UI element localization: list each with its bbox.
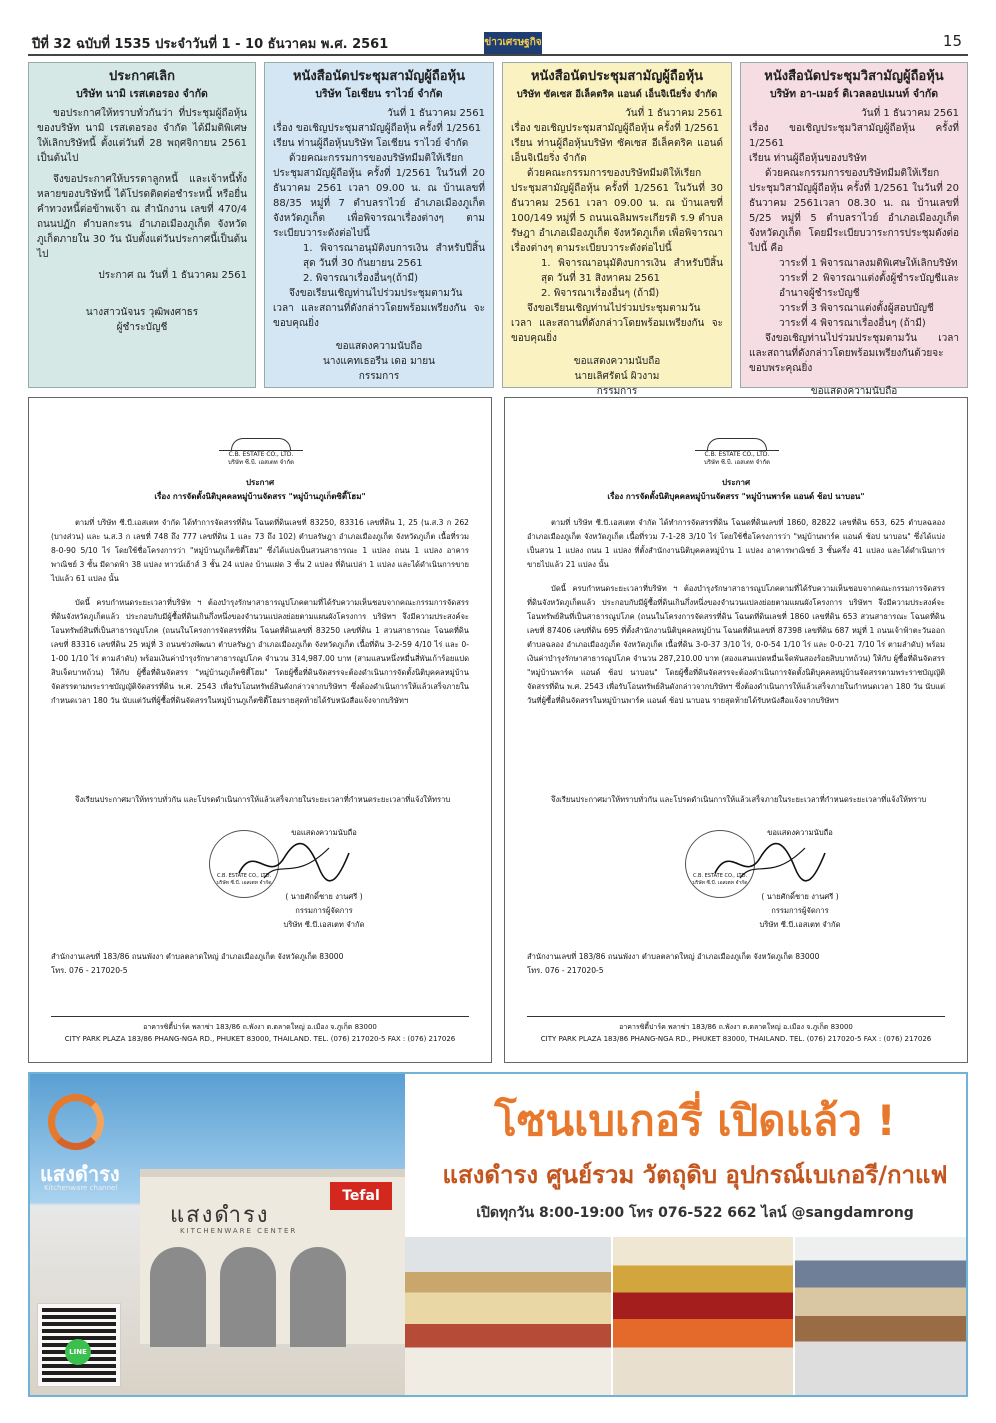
notice-title: หนังสือนัดประชุมวิสามัญผู้ถือหุ้น (764, 69, 944, 84)
company-logo (219, 438, 303, 470)
logo-company-th: บริษัท ซี.บี. เอสเตท จำกัด (704, 459, 770, 466)
notice-paragraph: เรียน ท่านผู้ถือหุ้นบริษัท ซัคเซส อีเล็คตริค แอนด์ เอ็นจิเนียริ่ง จำกัด (511, 138, 723, 164)
brand-tagline: Kitchenware channel (44, 1184, 118, 1192)
shelf-photo (405, 1237, 611, 1395)
notice-paragraph: เรื่อง ขอเชิญประชุมสามัญผู้ถือหุ้น ครั้งที่ 1/2561 (511, 123, 720, 134)
shelf-photo (795, 1237, 966, 1395)
letter-signature (249, 826, 399, 932)
masthead-logo: ข่าวเศรษฐกิจ (484, 32, 542, 54)
letter-address (51, 950, 469, 978)
footer-th: อาคารซิตี้ปาร์ค พลาซ่า 183/86 ถ.พังงา ต.ตลาดใหญ่ อ.เมือง จ.ภูเก็ต 83000 (143, 1023, 377, 1031)
building-arch (220, 1247, 276, 1347)
notice-date: วันที่ 1 ธันวาคม 2561 (861, 108, 959, 119)
notice-paragraph: 2. พิจารณาเรื่องอื่นๆ (ถ้ามี) (541, 288, 660, 299)
letter-paragraph: ตามที่ บริษัท ซี.บี.เอสเตท จำกัด ได้ทำการจัดสรรที่ดิน โฉนดที่ดินเลขที่ 1860, 82822 เลขที่ดิน 653, 625 ตำบลฉลอง อำเภอเมืองภูเก็ต จังหวัดภูเก็ต เนื้อที่รวม 7-1-28 3/10 ไร่ โดยใช้ชื่อโครงการว่า "หมู่บ้านพาร์ค แอนด์ ช้อป นาบอน" ซึ่งได้แบ่งเป็นสวน 1 แปลง ถนน 1 แปลง ที่ตั้งสำนักงานนิติบุคคลหมู่บ้าน 1 แปลง อาคารพาณิชย์ 3 ชั้นครึ่ง 41 แปลง และได้ดำเนินการขายไปแล้ว 21 แปลง นั้น (527, 518, 945, 569)
letter-footer (51, 1016, 469, 1045)
notice-body (749, 121, 959, 376)
phone-line: โทร. 076 - 217020-5 (51, 966, 128, 975)
brand-logo-icon (48, 1094, 104, 1150)
building-arch (150, 1247, 206, 1347)
letter-paragraph: บัดนี้ ครบกำหนดระยะเวลาที่บริษัท ฯ ต้องบำรุงรักษาสาธารณูปโภคตามที่ได้รับความเห็นชอบจากคณะกรรมการจัดสรรที่ดินจังหวัดภูเก็ตแล้ว ประกอบกับมีผู้ซื้อที่ดินเกินกึ่งหนึ่งของจำนวนแปลงย่อยตามแผนผังโครงการ บริษัทฯ จึงมีความประสงค์จะโอนทรัพย์สินที่เป็นสาธารณูปโภค (ถนนในโครงการจัดสรรที่ดิน โฉนดที่ดินเลขที่ 1860 เลขที่ดิน 653 สวนสาธารณะ โฉนดที่ดินเลขที่ 87406 เลขที่ดิน 695 ที่ตั้งสำนักงานนิติบุคคลหมู่บ้าน โฉนดที่ดินเลขที่ 87398 เลขที่ดิน 687 หมู่ที่ 1 ถนนเจ้าฟ้าตะวันออก ตำบลฉลอง อำเภอเมืองภูเก็ต จังหวัดภูเก็ต เนื้อที่ดิน 3-0-37 3/10 ไร่, 0-0-54 1/10 ไร่ และ 0-0-21 7/10 ไร่ ตามลำดับ) พร้อมเงินค่าบำรุงรักษาสาธารณูปโภค จำนวน 287,210.00 บาท (สองแสนแปดหมื่นเจ็ดพันสองร้อยสิบบาทถ้วน) ให้กับ ผู้ซื้อที่ดินจัดสรร "หมู่บ้านพาร์ค แอนด์ ช้อป นาบอน" โดยผู้ซื้อที่ดินจัดสรรจะต้องดำเนินการจัดตั้งนิติบุคคลหมู่บ้านจัดสรรตามพระราชบัญญัติจัดสรรที่ดิน พ.ศ. 2543 เพื่อรับโอนทรัพย์สินดังกล่าวจากบริษัทฯ ซึ่งต้องดำเนินการให้แล้วเสร็จภายในกำหนดเวลา 180 วัน นับแต่วันที่ผู้ซื้อที่ดินจัดสรรในหมู่บ้านพาร์ค แอนด์ ช้อป นาบอน รายสุดท้ายได้รับหนังสือแจ้งจากบริษัทฯ (527, 584, 945, 705)
notice-signature (511, 354, 723, 399)
signer-title: กรรมการผู้จัดการ (295, 906, 353, 915)
notice-paragraph: 1. พิจารณาอนุมัติงบการเงิน สำหรับปีสิ้นสุด วันที่ 30 กันยายน 2561 (303, 243, 485, 269)
letter-paragraph: ตามที่ บริษัท ซี.บี.เอสเตท จำกัด ได้ทำการจัดสรรที่ดิน โฉนดที่ดินเลขที่ 83250, 83316 เลขที่ดิน 1, 25 (น.ส.3 ก 262 (บางส่วน) และ น.ส.3 ก เลขที่ 748 ถึง 777 เลขที่ดิน 1 และ 73 ถึง 102) ตำบลรัษฎา อำเภอเมืองภูเก็ต จังหวัดภูเก็ต เนื้อที่รวม 8-0-90 5/10 ไร่ โดยใช้ชื่อโครงการว่า "หมู่บ้านภูเก็ตซิตี้โฮม" ซึ่งได้แบ่งเป็นสวนสาธารณะ 1 แปลง ถนน 1 แปลง อาคารพาณิชย์ 3 ชั้น มีดาดฟ้า 38 แปลง ทาวน์เฮ้าส์ 3 ชั้น 24 แปลง บ้านแฝด 3 ชั้น 2 แปลง ที่ดินเปล่า 1 แปลง และได้ดำเนินการขายไปแล้ว 61 แปลง นั้น (51, 518, 469, 583)
ad-headline: โซนเบเกอรี่ เปิดแล้ว ! (494, 1096, 896, 1145)
notice-paragraph: จึงขอเชิญท่านไปร่วมประชุมตามวัน เวลา และสถานที่ดังกล่าวโดยพร้อมเพรียงกันด้วยจะขอบพระคุณยิ่ง (749, 333, 959, 374)
stamp-text-th: บริษัท ซี.บี. เอสเตท จำกัด (216, 880, 272, 886)
notice-title: ประกาศเลิก (109, 69, 175, 84)
signer-name: นางแคทเธอรีน เดอ มายน (323, 356, 435, 367)
signer-company: บริษัท ซี.บี.เอสเตท จำกัด (283, 920, 365, 929)
signer-closing: ขอแสดงความนับถือ (573, 356, 661, 367)
notice-paragraph: เรื่อง ขอเชิญประชุมวิสามัญผู้ถือหุ้น ครั้งที่ 1/2561 (749, 123, 959, 149)
stamp-text-th: บริษัท ซี.บี. เอสเตท จำกัด (692, 880, 748, 886)
letter-heading (51, 476, 469, 504)
letter-body (51, 516, 469, 718)
bakery-advertisement (28, 1072, 968, 1397)
letter-title: ประกาศ (245, 478, 275, 487)
signer-name: ( นายศักดิ์ชาย งานศรี ) (761, 892, 839, 901)
store-photo (30, 1074, 405, 1395)
notice-company: บริษัท นามิ เรสเตอรอง จำกัด (76, 88, 208, 100)
phone-line: โทร. 076 - 217020-5 (527, 966, 604, 975)
notice-paragraph: ด้วยคณะกรรมการของบริษัทมีมติให้เรียกประชุมวิสามัญผู้ถือหุ้น ครั้งที่ 1/2561 ในวันที่ 20 ธันวาคม 2561เวลา 08.30 น. ณ บ้านเลขที่ 5/25 หมู่ที่ 5 ตำบลราไวย์ อำเภอเมืองภูเก็ต จังหวัดภูเก็ต โดยมีระเบียบวาระการประชุมดังต่อไปนี้ คือ (749, 168, 959, 254)
notice-title: หนังสือนัดประชุมสามัญผู้ถือหุ้น (530, 69, 704, 84)
notice-body (511, 121, 723, 346)
notice-body (37, 106, 247, 283)
notice-paragraph: วาระที่ 4 พิจารณาเรื่องอื่นๆ (ถ้ามี) (779, 318, 926, 329)
notice-signature (273, 339, 485, 384)
notice-paragraph: ประกาศ ณ วันที่ 1 ธันวาคม 2561 (98, 270, 247, 281)
signer-title: กรรมการ (596, 386, 638, 397)
address-line: สำนักงานเลขที่ 183/86 ถนนพังงา ตำบลตลาดใหญ่ อำเภอเมืองภูเก็ต จังหวัดภูเก็ต 83000 (527, 952, 820, 961)
logo-arch-icon (707, 438, 767, 450)
notice-paragraph: วาระที่ 2 พิจารณาแต่งตั้งผู้ชำระบัญชีและอำนาจผู้ชำระบัญชี (779, 273, 959, 299)
ad-contact: เปิดทุกวัน 8:00-19:00 โทร 076-522 662 ไลน์ @sangdamrong (476, 1205, 914, 1221)
letter-body (527, 516, 945, 718)
notice-paragraph: เรียน ท่านผู้ถือหุ้นบริษัท โอเชียน ราไวย์ จำกัด (273, 138, 469, 149)
stamp-text-en: C.B. ESTATE CO., LTD. (692, 873, 748, 879)
logo-company-en: C.B. ESTATE CO., LTD. (695, 450, 779, 459)
line-app-icon: LINE (65, 1339, 91, 1365)
announcement-letter-park-and-shop (504, 397, 968, 1063)
tefal-sign: Tefal (330, 1182, 392, 1210)
notice-paragraph: วาระที่ 1 พิจารณาลงมติพิเศษให้เลิกบริษัท (779, 258, 958, 269)
notice-date: วันที่ 1 ธันวาคม 2561 (387, 108, 485, 119)
letter-paragraph: บัดนี้ ครบกำหนดระยะเวลาที่บริษัท ฯ ต้องบำรุงรักษาสาธารณูปโภคตามที่ได้รับความเห็นชอบจากคณะกรรมการจัดสรรที่ดินจังหวัดภูเก็ตแล้ว ประกอบกับมีผู้ซื้อที่ดินเกินกึ่งหนึ่งของจำนวนแปลงย่อยตามแผนผังโครงการ บริษัทฯ จึงมีความประสงค์จะโอนทรัพย์สินที่เป็นสาธารณูปโภค (ถนนในโครงการจัดสรรที่ดิน โฉนดที่ดินเลขที่ 83250 เลขที่ดิน 1 สวนสาธารณะ โฉนดที่ดินเลขที่ 83316 เลขที่ดิน 25 หมู่ที่ 3 ถนนช่วงพัฒนา ตำบลรัษฎา อำเภอเมืองภูเก็ต จังหวัดภูเก็ต เนื้อที่ดิน 3-2-59 4/10 ไร่ และ 0-1-00 1/10 ไร่ ตามลำดับ) พร้อมเงินค่าบำรุงรักษาสาธารณูปโภค จำนวน 314,987.00 บาท (สามแสนหนึ่งหมื่นสี่พันเก้าร้อยแปดสิบเจ็ดบาทถ้วน) ให้กับ ผู้ซื้อที่ดินจัดสรร "หมู่บ้านภูเก็ตซิตี้โฮม" โดยผู้ซื้อที่ดินจัดสรรจะต้องดำเนินการจัดตั้งนิติบุคคลหมู่บ้านจัดสรรตามพระราชบัญญัติจัดสรรที่ดิน พ.ศ. 2543 เพื่อรับโอนทรัพย์สินดังกล่าวจากบริษัทฯ ซึ่งต้องดำเนินการให้แล้วเสร็จภายในกำหนดเวลา 180 วัน นับแต่วันที่ผู้ซื้อที่ดินจัดสรรในหมู่บ้านภูเก็ตซิตี้โฮมรายสุดท้ายได้รับหนังสือแจ้งจากบริษัทฯ (51, 598, 469, 705)
letter-signature (725, 826, 875, 932)
notice-paragraph: จึงขอเรียนเชิญท่านไปร่วมประชุมตามวัน เวลา และสถานที่ดังกล่าวโดยพร้อมเพรียงกัน จะขอบคุณยิ่ง (273, 288, 485, 329)
letter-footer (527, 1016, 945, 1045)
letter-heading (527, 476, 945, 504)
signer-closing: ขอแสดงความนับถือ (767, 828, 833, 837)
notice-paragraph: 1. พิจารณาอนุมัติงบการเงิน สำหรับปีสิ้นสุด วันที่ 31 สิงหาคม 2561 (541, 258, 723, 284)
signer-title: กรรมการผู้จัดการ (771, 906, 829, 915)
notice-paragraph: ขอประกาศให้ทราบทั่วกันว่า ที่ประชุมผู้ถือหุ้นของบริษัท นามิ เรสเตอรอง จำกัด ได้มีมติพิเศษให้เลิกบริษัทนี้ ตั้งแต่วันที่ 28 พฤศจิกายน 2561 เป็นต้นไป (37, 108, 247, 164)
letter-closing-text: จึงเรียนประกาศมาให้ทราบทั่วกัน และโปรดดำเนินการให้แล้วเสร็จภายในระยะเวลาที่กำหนดระยะเวลาที่แจ้งให้ทราบ (75, 795, 451, 804)
notice-meeting-success-electric (502, 62, 732, 397)
notice-paragraph: จึงขอประกาศให้บรรดาลูกหนี้ และเจ้าหนี้ทั้งหลายของบริษัทนี้ ได้โปรดติดต่อชำระหนี้ หรือยื่นคำทวงหนี้ต่อข้าพเจ้า ณ สำนักงาน เลขที่ 470/4 ถนนปฏัก ตำบลกะรน อำเภอเมืองภูเก็ต จังหวัดภูเก็ตภายใน 30 วัน นับตั้งแต่วันประกาศนี้เป็นต้นไป (37, 174, 247, 260)
notice-company: บริษัท โอเชียน ราไวย์ จำกัด (315, 88, 443, 100)
announcement-letter-city-home (28, 397, 492, 1063)
letter-closing-text: จึงเรียนประกาศมาให้ทราบทั่วกัน และโปรดดำเนินการให้แล้วเสร็จภายในระยะเวลาที่กำหนดระยะเวลาที่แจ้งให้ทราบ (551, 795, 927, 804)
shelf-photo (613, 1237, 793, 1395)
notice-dissolution (28, 62, 256, 388)
notice-company: บริษัท อา-เมอร์ ดิเวลลอปเมนท์ จำกัด (769, 88, 939, 100)
notice-company: บริษัท ซัคเซส อีเล็คตริค แอนด์ เอ็นจิเนียริ่ง จำกัด (516, 89, 718, 100)
signer-title: กรรมการ (358, 371, 400, 382)
signer-name: ( นายศักดิ์ชาย งานศรี ) (285, 892, 363, 901)
notice-title: หนังสือนัดประชุมสามัญผู้ถือหุ้น (292, 69, 466, 84)
page-number: 15 (942, 32, 962, 50)
company-logo (695, 438, 779, 470)
building-arch (290, 1247, 346, 1347)
notice-paragraph: ด้วยคณะกรรมการของบริษัทมีมติให้เรียกประชุมสามัญผู้ถือหุ้น ครั้งที่ 1/2561 ในวันที่ 20 ธันวาคม 2561 เวลา 09.00 น. ณ บ้านเลขที่ 88/35 หมู่ที่ 7 ตำบลราไวย์ อำเภอเมืองภูเก็ต จังหวัดภูเก็ต เพื่อพิจารณาเรื่องต่างๆ ตามระเบียบวาระดังต่อไปนี้ (273, 153, 485, 239)
notice-paragraph: วาระที่ 3 พิจารณาแต่งตั้งผู้สอบบัญชี (779, 303, 934, 314)
issue-info: ปีที่ 32 ฉบับที่ 1535 ประจำวันที่ 1 - 10 ธันวาคม พ.ศ. 2561 (32, 37, 389, 52)
ad-subheadline: แสงดำรง ศูนย์รวม วัตถุดิบ อุปกรณ์เบเกอรี/กาแฟ (442, 1161, 948, 1189)
signer-closing: ขอแสดงความนับถือ (291, 828, 357, 837)
notice-paragraph: 2. พิจารณาเรื่องอื่นๆ(ถ้ามี) (303, 273, 419, 284)
store-sign-en: KITCHENWARE CENTER (180, 1227, 298, 1235)
notice-extraordinary-meeting (740, 62, 968, 397)
store-sign: แสงดำรง (170, 1203, 270, 1228)
signer-company: บริษัท ซี.บี.เอสเตท จำกัด (759, 920, 841, 929)
signer-title: ผู้ชำระบัญชี (116, 322, 168, 333)
logo-company-th: บริษัท ซี.บี. เอสเตท จำกัด (228, 459, 294, 466)
logo-arch-icon (231, 438, 291, 450)
letter-title: ประกาศ (721, 478, 751, 487)
footer-en: CITY PARK PLAZA 183/86 PHANG-NGA RD., PHUKET 83000, THAILAND. TEL. (076) 217020-5 FAX : (076) 217026 (64, 1035, 456, 1043)
letter-subject: เรื่อง การจัดตั้งนิติบุคคลหมู่บ้านจัดสรร "หมู่บ้านพาร์ค แอนด์ ช้อป นาบอน" (607, 492, 865, 501)
letter-closing (527, 793, 945, 807)
signer-name: นายเลิศรัตน์ ผิวงาม (574, 371, 660, 382)
notice-signature (37, 305, 247, 335)
notice-body (273, 121, 485, 331)
logo-company-en: C.B. ESTATE CO., LTD. (219, 450, 303, 459)
page-header (28, 30, 968, 56)
address-line: สำนักงานเลขที่ 183/86 ถนนพังงา ตำบลตลาดใหญ่ อำเภอเมืองภูเก็ต จังหวัดภูเก็ต 83000 (51, 952, 344, 961)
letter-closing (51, 793, 469, 807)
signer-closing: ขอแสดงความนับถือ (335, 341, 423, 352)
footer-th: อาคารซิตี้ปาร์ค พลาซ่า 183/86 ถ.พังงา ต.ตลาดใหญ่ อ.เมือง จ.ภูเก็ต 83000 (619, 1023, 853, 1031)
notice-meeting-ocean-rawai (264, 62, 494, 388)
notice-paragraph: เรื่อง ขอเชิญประชุมสามัญผู้ถือหุ้น ครั้งที่ 1/2561 (273, 123, 482, 134)
letter-subject: เรื่อง การจัดตั้งนิติบุคคลหมู่บ้านจัดสรร "หมู่บ้านภูเก็ตซิตี้โฮม" (154, 492, 366, 501)
notice-paragraph: ด้วยคณะกรรมการของบริษัทมีมติให้เรียกประชุมสามัญผู้ถือหุ้น ครั้งที่ 1/2561 ในวันที่ 30 ธันวาคม 2561 เวลา 09.00 น. ณ บ้านเลขที่ 100/149 หมู่ที่ 5 ถนนเฉลิมพระเกียรติ ร.9 ตำบลรัษฎา อำเภอเมืองภูเก็ต จังหวัดภูเก็ต เพื่อพิจารณาเรื่องต่างๆ ตามระเบียบวาระดังต่อไปนี้ (511, 168, 723, 254)
notice-date: วันที่ 1 ธันวาคม 2561 (625, 108, 723, 119)
notice-paragraph: จึงขอเรียนเชิญท่านไปร่วมประชุมตามวัน เวลา และสถานที่ดังกล่าวโดยพร้อมเพรียงกัน จะขอบคุณยิ่ง (511, 303, 723, 344)
stamp-text-en: C.B. ESTATE CO., LTD. (216, 873, 272, 879)
signer-name: นางสาวนัจนร วุฒิพงศาธร (85, 307, 199, 318)
footer-en: CITY PARK PLAZA 183/86 PHANG-NGA RD., PHUKET 83000, THAILAND. TEL. (076) 217020-5 FAX : (076) 217026 (540, 1035, 932, 1043)
notice-paragraph: เรียน ท่านผู้ถือหุ้นของบริษัท (749, 153, 867, 164)
letter-address (527, 950, 945, 978)
signer-closing: ขอแสดงความนับถือ (810, 386, 898, 397)
brand-name: แสงดำรง (40, 1162, 120, 1186)
